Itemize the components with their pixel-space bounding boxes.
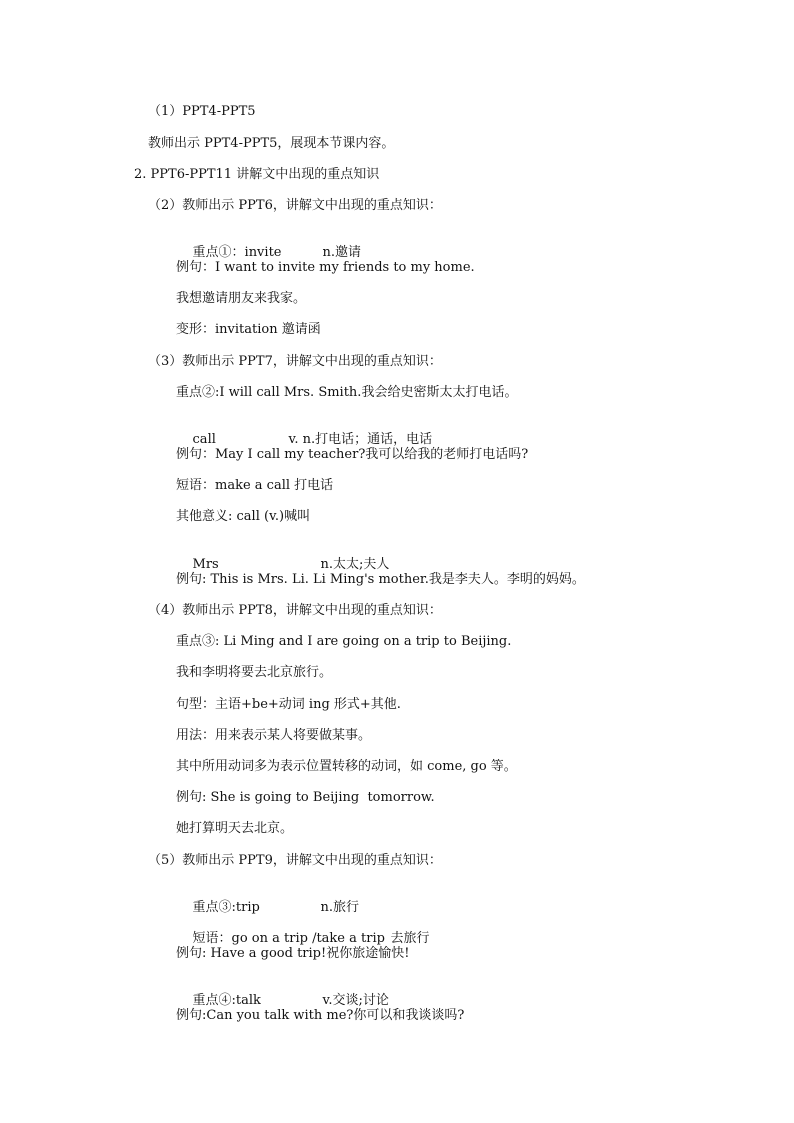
- key-point-meaning: n.邀请: [322, 245, 362, 260]
- key-point-line: [176, 229, 362, 260]
- key-point-term: 重点③:trip: [192, 900, 260, 915]
- key-point-line: [176, 977, 389, 1008]
- example-sentence: 例句: Have a good trip!祝你旅途愉快!: [176, 946, 410, 961]
- example-sentence: 例句: She is going to Beijing tomorrow.: [176, 790, 435, 805]
- section-heading-ppt4-ppt5: （1）PPT4-PPT5: [148, 104, 256, 119]
- key-point-line: [176, 541, 390, 572]
- key-point-term: call: [192, 432, 216, 447]
- translation-line: 她打算明天去北京。: [176, 821, 294, 836]
- subsection-heading-ppt8: （4）教师出示 PPT8，讲解文中出现的重点知识：: [148, 603, 442, 618]
- text-line: 其他意义: call (v.)喊叫: [176, 509, 311, 524]
- key-point-meaning: v. n.打电话；通话，电话: [288, 432, 433, 447]
- text-line: 用法：用来表示某人将要做某事。: [176, 728, 372, 743]
- key-point-term: 重点④:talk: [192, 993, 261, 1008]
- key-point-line: 重点②:I will call Mrs. Smith.我会给史密斯太太打电话。: [176, 385, 518, 400]
- example-sentence: 例句: This is Mrs. Li. Li Ming's mother.我是李夫人。李明的妈妈。: [176, 572, 585, 587]
- text-line: 变形：invitation 邀请函: [176, 322, 321, 337]
- section-heading-ppt6-ppt11: 2. PPT6-PPT11 讲解文中出现的重点知识: [134, 167, 380, 182]
- key-point-meaning: n.旅行: [320, 900, 360, 915]
- example-sentence: 例句:Can you talk with me?你可以和我谈谈吗?: [176, 1008, 465, 1023]
- key-point-line: 重点③: Li Ming and I are going on a trip to Beijing.: [176, 634, 512, 649]
- subsection-heading-ppt6: （2）教师出示 PPT6，讲解文中出现的重点知识：: [148, 198, 442, 213]
- key-point-line: [176, 416, 433, 447]
- key-point-meaning: n.太太;夫人: [320, 557, 390, 572]
- key-point-term: Mrs: [192, 557, 219, 572]
- phrase-term: 短语：go on a trip /take a trip: [192, 931, 385, 946]
- key-point-meaning: v.交谈;讨论: [322, 993, 389, 1008]
- text-line: 其中所用动词多为表示位置转移的动词，如 come, go 等。: [176, 759, 517, 774]
- example-sentence: 例句：I want to invite my friends to my home.: [176, 260, 475, 275]
- text-line: 句型：主语+be+动词 ing 形式+其他.: [176, 697, 401, 712]
- translation-line: 我和李明将要去北京旅行。: [176, 665, 333, 680]
- example-sentence: 例句：May I call my teacher?我可以给我的老师打电话吗?: [176, 447, 529, 462]
- subsection-heading-ppt9: （5）教师出示 PPT9，讲解文中出现的重点知识：: [148, 853, 442, 868]
- subsection-heading-ppt7: （3）教师出示 PPT7，讲解文中出现的重点知识：: [148, 354, 442, 369]
- phrase-meaning: 去旅行: [390, 931, 430, 946]
- key-point-term: 重点①：invite: [192, 245, 282, 260]
- key-point-line: [176, 884, 360, 915]
- phrase-line: [176, 915, 430, 946]
- text-line: 教师出示 PPT4-PPT5，展现本节课内容。: [148, 136, 395, 151]
- phrase-line: 短语：make a call 打电话: [176, 478, 334, 493]
- translation-line: 我想邀请朋友来我家。: [176, 291, 307, 306]
